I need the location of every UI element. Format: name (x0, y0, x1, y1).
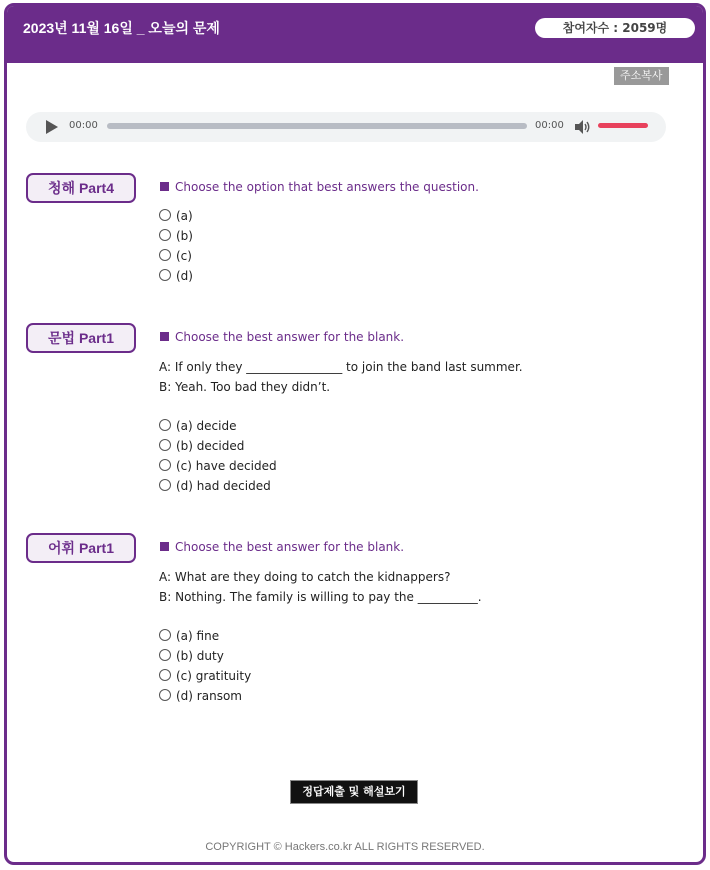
option-item[interactable] (159, 457, 277, 475)
option-label: (b) decided (176, 439, 245, 453)
page-title: 2023년 11월 16일 _ 오늘의 문제 (23, 20, 220, 36)
option-label: (d) ransom (176, 689, 242, 703)
participant-count: 참여자수 : 2059명 (535, 18, 695, 38)
square-bullet-icon (160, 332, 169, 341)
question-instruction (160, 180, 479, 194)
question-instruction (160, 330, 404, 344)
play-icon[interactable] (46, 120, 58, 134)
radio-button[interactable] (159, 439, 171, 451)
radio-button[interactable] (159, 629, 171, 641)
option-item[interactable] (159, 227, 193, 245)
radio-button[interactable] (159, 229, 171, 241)
option-label: (b) (176, 229, 193, 243)
radio-button[interactable] (159, 669, 171, 681)
radio-button[interactable] (159, 269, 171, 281)
option-item[interactable] (159, 667, 251, 685)
radio-button[interactable] (159, 479, 171, 491)
option-label: (a) decide (176, 419, 237, 433)
square-bullet-icon (160, 182, 169, 191)
option-item[interactable] (159, 627, 219, 645)
option-label: (d) had decided (176, 479, 271, 493)
option-item[interactable] (159, 247, 192, 265)
radio-button[interactable] (159, 459, 171, 471)
volume-slider[interactable] (598, 123, 648, 128)
option-label: (a) (176, 209, 193, 223)
dialogue-line: A: What are they doing to catch the kidnappers? (159, 570, 451, 584)
radio-button[interactable] (159, 209, 171, 221)
option-item[interactable] (159, 207, 193, 225)
copy-url-button[interactable]: 주소복사 (614, 67, 669, 85)
option-item[interactable] (159, 647, 224, 665)
dialogue-line: A: If only they ________________ to join the band last summer. (159, 360, 523, 374)
dialogue-line: B: Yeah. Too bad they didn’t. (159, 380, 331, 394)
square-bullet-icon (160, 542, 169, 551)
header (7, 6, 703, 63)
seek-bar[interactable] (107, 123, 527, 129)
option-label: (c) have decided (176, 459, 277, 473)
section-badge-listening: 청해 Part4 (26, 173, 136, 203)
instruction-text: Choose the best answer for the blank. (175, 540, 405, 554)
copyright-text: COPYRIGHT © Hackers.co.kr ALL RIGHTS RESERVED. (205, 841, 485, 853)
section-badge-grammar: 문법 Part1 (26, 323, 136, 353)
option-label: (c) gratituity (176, 669, 252, 683)
audio-player (26, 112, 666, 142)
option-item[interactable] (159, 477, 271, 495)
radio-button[interactable] (159, 649, 171, 661)
volume-icon[interactable] (574, 119, 592, 135)
radio-button[interactable] (159, 689, 171, 701)
option-item[interactable] (159, 437, 244, 455)
instruction-text: Choose the option that best answers the question. (175, 180, 479, 194)
duration-time: 00:00 (535, 120, 564, 131)
option-item[interactable] (159, 267, 193, 285)
current-time: 00:00 (69, 120, 98, 131)
option-label: (c) (176, 249, 192, 263)
option-item[interactable] (159, 417, 236, 435)
section-badge-vocabulary: 어휘 Part1 (26, 533, 136, 563)
submit-answer-button[interactable]: 정답제출 및 해설보기 (290, 780, 418, 804)
question-instruction (160, 540, 404, 554)
radio-button[interactable] (159, 249, 171, 261)
option-label: (d) (176, 269, 193, 283)
option-label: (b) duty (176, 649, 224, 663)
instruction-text: Choose the best answer for the blank. (175, 330, 405, 344)
dialogue-line: B: Nothing. The family is willing to pay the __________. (159, 590, 482, 604)
option-label: (a) fine (176, 629, 220, 643)
radio-button[interactable] (159, 419, 171, 431)
option-item[interactable] (159, 687, 242, 705)
